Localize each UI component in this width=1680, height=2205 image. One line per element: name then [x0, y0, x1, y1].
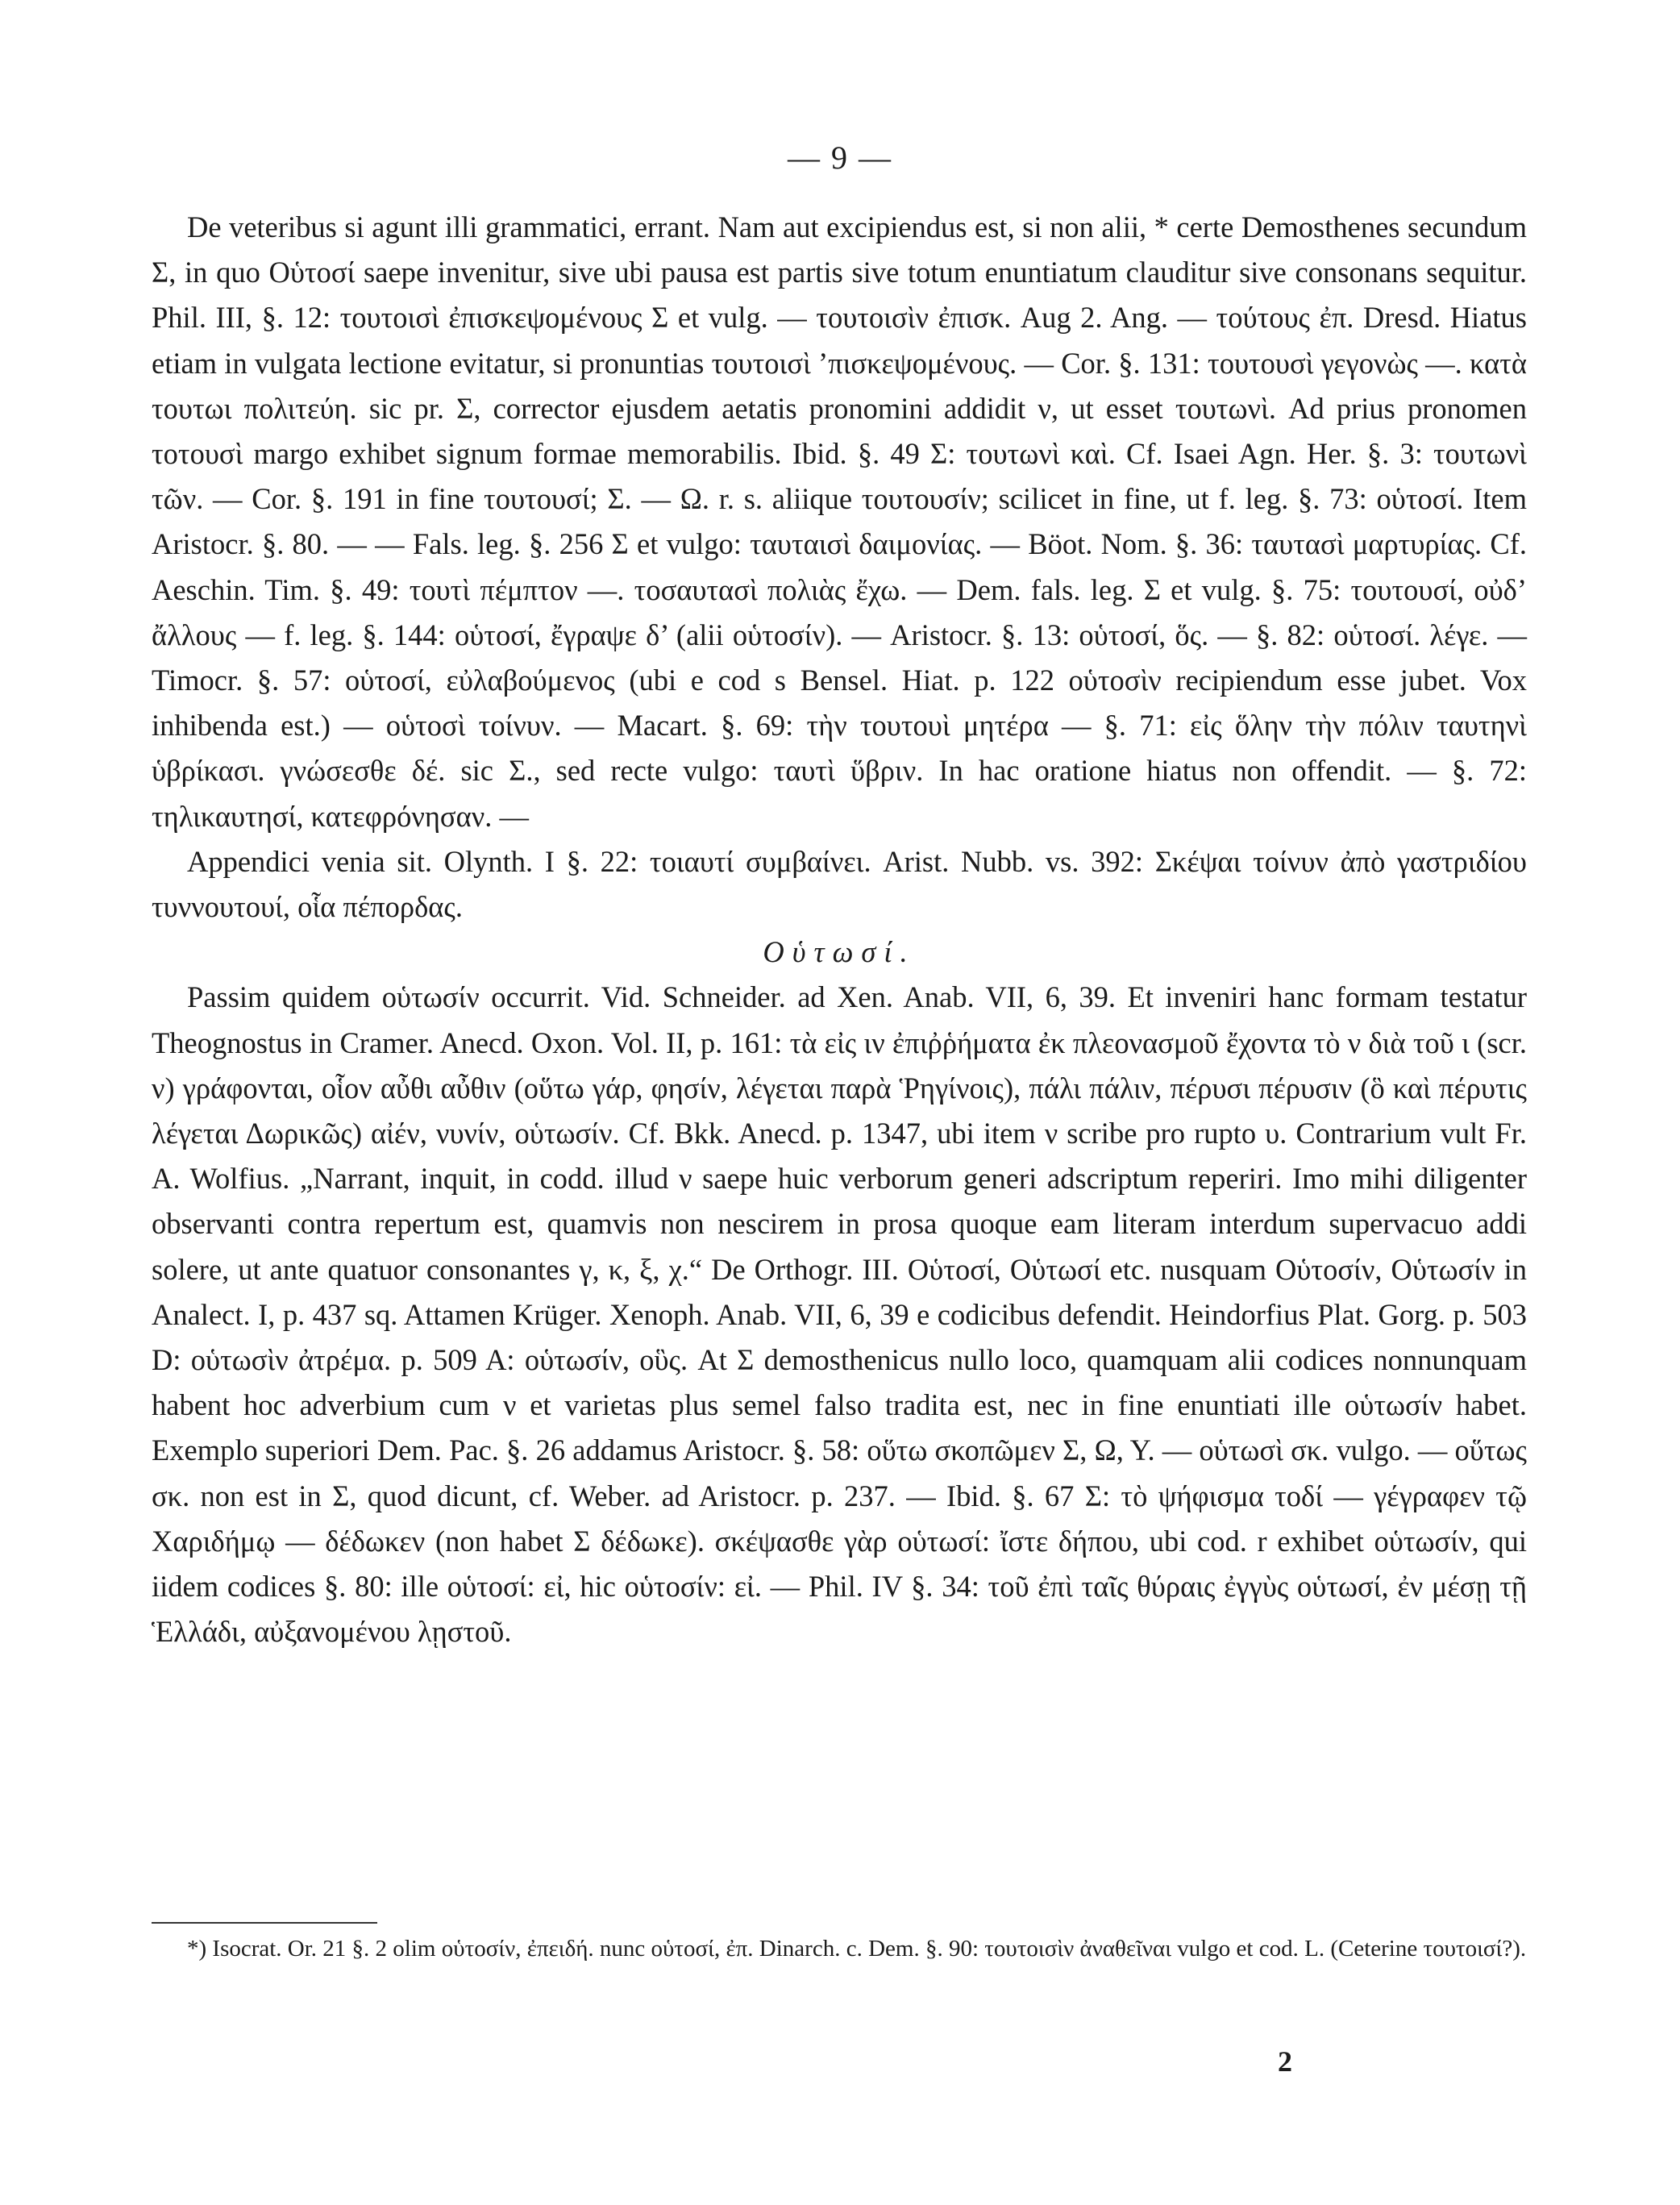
footnote-divider: [152, 1922, 377, 1924]
footnote: *) Isocrat. Or. 21 §. 2 olim οὑτοσίν, ἐπειδή. nunc οὑτοσί, ἐπ. Dinarch. c. Dem. §. 90: τουτοισὶν ἀναθεῖναι vulgo et cod. L. (Ceterine τουτοισί?).: [187, 1936, 1527, 1962]
signature-mark: 2: [1278, 2045, 1292, 2078]
paragraph: De veteribus si agunt illi grammatici, errant. Nam aut excipiendus est, si non alii, * certe Demosthenes secundum Σ, in quo Οὑτοσί saepe invenitur, sive ubi pausa est partis sive totum enuntiatum clauditur sive consonans sequitur. Phil. III, §. 12: τουτοισὶ ἐπισκεψομένους Σ et vulg. — τουτοισὶν ἐπισκ. Aug 2. Ang. — τούτους ἐπ. Dresd. Hiatus etiam in vulgata lectione evitatur, si pronuntias τουτοισὶ ’πισκεψομένους. — Cor. §. 131: τουτουσὶ γεγονὼς —. κατὰ τουτωι πολιτεύη. sic pr. Σ, corrector ejusdem aetatis pronomini addidit ν, ut esset τουτωνὶ. Ad prius pronomen τοτουσὶ margo exhibet signum formae memorabilis. Ibid. §. 49 Σ: τουτωνὶ καὶ. Cf. Isaei Agn. Her. §. 3: τουτωνὶ τῶν. — Cor. §. 191 in fine τουτουσί; Σ. — Ω. r. s. aliique τουτουσίν; scilicet in fine, ut f. leg. §. 73: οὑτοσί. Item Aristocr. §. 80. — — Fals. leg. §. 256 Σ et vulgo: ταυταισὶ δαιμονίας. — Böot. Nom. §. 36: ταυτασὶ μαρτυρίας. Cf. Aeschin. Tim. §. 49: τουτὶ πέμπτον —. τοσαυτασὶ πολιὰς ἔχω. — Dem. fals. leg. Σ et vulg. §. 75: τουτουσί, οὐδ’ ἄλλους — f. leg. §. 144: οὑτοσί, ἔγραψε δ’ (alii οὑτοσίν). — Aristocr. §. 13: οὑτοσί, ὅς. — §. 82: οὑτοσί. λέγε. — Timocr. §. 57: οὑτοσί, εὐλαβούμενος (ubi e cod s Bensel. Hiat. p. 122 οὑτοσὶν recipiendum esse jubet. Vox inhibenda est.) — οὑτοσὶ τοίνυν. — Macart. §. 69: τὴν τουτουὶ μητέρα — §. 71: εἰς ὅλην τὴν πόλιν ταυτηνὶ ὑβρίκασι. γνώσεσθε δέ. sic Σ., sed recte vulgo: ταυτὶ ὕβριν. In hac oratione hiatus non offendit. — §. 72: τηλικαυτησί, κατεφρόνησαν. —: [152, 210, 1527, 833]
paragraph: Appendici venia sit. Olynth. I §. 22: τοιαυτί συμβαίνει. Arist. Nubb. vs. 392: Σκέψαι τοίνυν ἀπὸ γαστριδίου τυννουτουί, οἷα πέπορδας.: [152, 844, 1527, 924]
paragraph: Passim quidem οὑτωσίν occurrit. Vid. Schneider. ad Xen. Anab. VII, 6, 39. Et inveniri hanc formam testatur Theognostus in Cramer. Anecd. Oxon. Vol. II, p. 161: τὰ εἰς ιν ἐπιῤῥήματα ἐκ πλεονασμοῦ ἔχοντα τὸ ν διὰ τοῦ ι (scr. ν) γράφονται, οἷον αὖθι αὖθιν (οὕτω γάρ, φησίν, λέγεται παρὰ Ῥηγίνοις), πάλι πάλιν, πέρυσι πέρυσιν (ὃ καὶ πέρυτις λέγεται Δωρικῶς) αἰέν, νυνίν, οὑτωσίν. Cf. Bkk. Anecd. p. 1347, ubi item ν scribe pro rupto υ. Contrarium vult Fr. A. Wolfius. „Narrant, inquit, in codd. illud ν saepe huic verborum generi adscriptum reperiri. Imo mihi diligenter observanti contra repertum est, quamvis non nescirem in prosa quoque eam literam interdum supervacuo addi solere, ut ante quatuor consonantes γ, κ, ξ, χ.“ De Orthogr. III. Οὑτοσί, Οὑτωσί etc. nusquam Οὑτοσίν, Οὑτωσίν in Analect. I, p. 437 sq. Attamen Krüger. Xenoph. Anab. VII, 6, 39 e codicibus defendit. Heindorfius Plat. Gorg. p. 503 D: οὑτωσὶν ἀτρέμα. p. 509 A: οὑτωσίν, οὓς. At Σ demosthenicus nullo loco, quamquam alii codices nonnunquam habent hoc adverbium cum ν et varietas plus semel falso tradita est, nec in fine enuntiati ille οὑτωσίν habet. Exemplo superiori Dem. Pac. §. 26 addamus Aristocr. §. 58: οὕτω σκοπῶμεν Σ, Ω, Υ. — οὑτωσὶ σκ. vulgo. — οὕτως σκ. non est in Σ, quod dicunt, cf. Weber. ad Aristocr. p. 237. — Ibid. §. 67 Σ: τὸ ψήφισμα τοδί — γέγραφεν τῷ Χαριδήμῳ — δέδωκεν (non habet Σ δέδωκε). σκέψασθε γὰρ οὑτωσί: ἴστε δήπου, ubi cod. r exhibet οὑτωσίν, qui iidem codices §. 80: ille οὑτοσί: εἰ, hic οὑτοσίν: εἰ. — Phil. IV §. 34: τοῦ ἐπὶ ταῖς θύραις ἐγγὺς οὑτωσί, ἐν μέσῃ τῇ Ἑλλάδι, αὐξανομένου λῃστοῦ.: [152, 980, 1527, 1649]
section-heading: Οὑτωσί.: [763, 935, 916, 969]
page-number: — 9 —: [788, 139, 892, 176]
main-text: [152, 205, 1527, 1655]
